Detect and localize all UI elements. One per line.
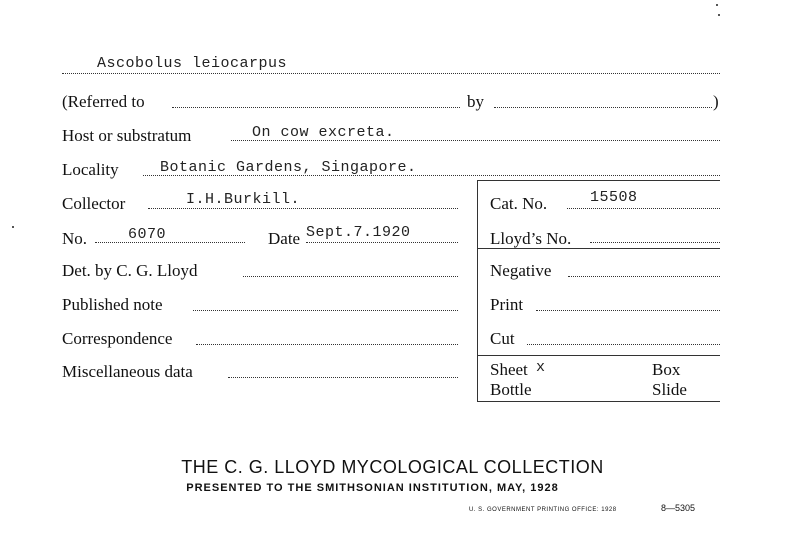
print-line <box>536 310 720 311</box>
no-line <box>95 242 245 243</box>
date-value: Sept.7.1920 <box>306 224 411 241</box>
box-divider-2 <box>477 355 720 356</box>
published-note-label: Published note <box>62 295 163 314</box>
scan-speck <box>716 4 718 6</box>
collector-line <box>148 208 458 209</box>
date-line <box>306 242 458 243</box>
collection-title: THE C. G. LLOYD MYCOLOGICAL COLLECTION <box>181 457 604 477</box>
box-divider <box>477 248 720 249</box>
sheet-label: Sheet <box>490 360 528 379</box>
referred-to-label: (Referred to <box>62 92 145 111</box>
box-left-border <box>477 180 478 401</box>
negative-line <box>568 276 720 277</box>
correspondence-label: Correspondence <box>62 329 173 348</box>
cat-no-value: 15508 <box>590 189 638 206</box>
close-paren: ) <box>713 92 719 111</box>
lloyds-no-line <box>590 242 720 243</box>
date-label: Date <box>268 229 301 248</box>
locality-value: Botanic Gardens, Singapore. <box>160 159 417 176</box>
species-name: Ascobolus leiocarpus <box>97 55 288 72</box>
lloyds-no-label: Lloyd’s No. <box>490 229 572 248</box>
by-label: by <box>467 92 484 111</box>
no-value: 6070 <box>128 226 167 243</box>
det-line <box>243 276 458 277</box>
box-top-border <box>477 180 720 181</box>
scan-speck <box>12 226 14 228</box>
sheet-mark: x <box>536 359 546 376</box>
box-bottom-border <box>477 401 720 402</box>
no-label: No. <box>62 229 88 248</box>
published-note-line <box>193 310 458 311</box>
host-value: On cow excreta. <box>252 124 395 141</box>
misc-data-label: Miscellaneous data <box>62 362 193 381</box>
cut-label: Cut <box>490 329 515 348</box>
det-label: Det. by C. G. Lloyd <box>62 261 198 280</box>
locality-line <box>143 175 720 176</box>
by-line <box>494 107 712 108</box>
form-code: 8—5305 <box>661 503 696 513</box>
collector-value: I.H.Burkill. <box>186 191 301 208</box>
locality-label: Locality <box>62 160 119 179</box>
correspondence-line <box>196 344 458 345</box>
box-label: Box <box>652 360 681 379</box>
collector-label: Collector <box>62 194 126 213</box>
scan-speck <box>718 14 720 16</box>
cat-no-line <box>567 208 720 209</box>
cat-no-label: Cat. No. <box>490 194 548 213</box>
cut-line <box>527 344 720 345</box>
host-line <box>231 140 720 141</box>
print-label: Print <box>490 295 524 314</box>
printer-note: U. S. GOVERNMENT PRINTING OFFICE: 1928 <box>469 507 617 513</box>
bottle-label: Bottle <box>490 380 532 399</box>
negative-label: Negative <box>490 261 552 280</box>
referred-to-line <box>172 107 460 108</box>
host-label: Host or substratum <box>62 126 192 145</box>
collection-subtitle: PRESENTED TO THE SMITHSONIAN INSTITUTION, MAY, 1928 <box>186 482 559 494</box>
slide-label: Slide <box>652 380 687 399</box>
species-line <box>62 73 720 74</box>
misc-data-line <box>228 377 458 378</box>
